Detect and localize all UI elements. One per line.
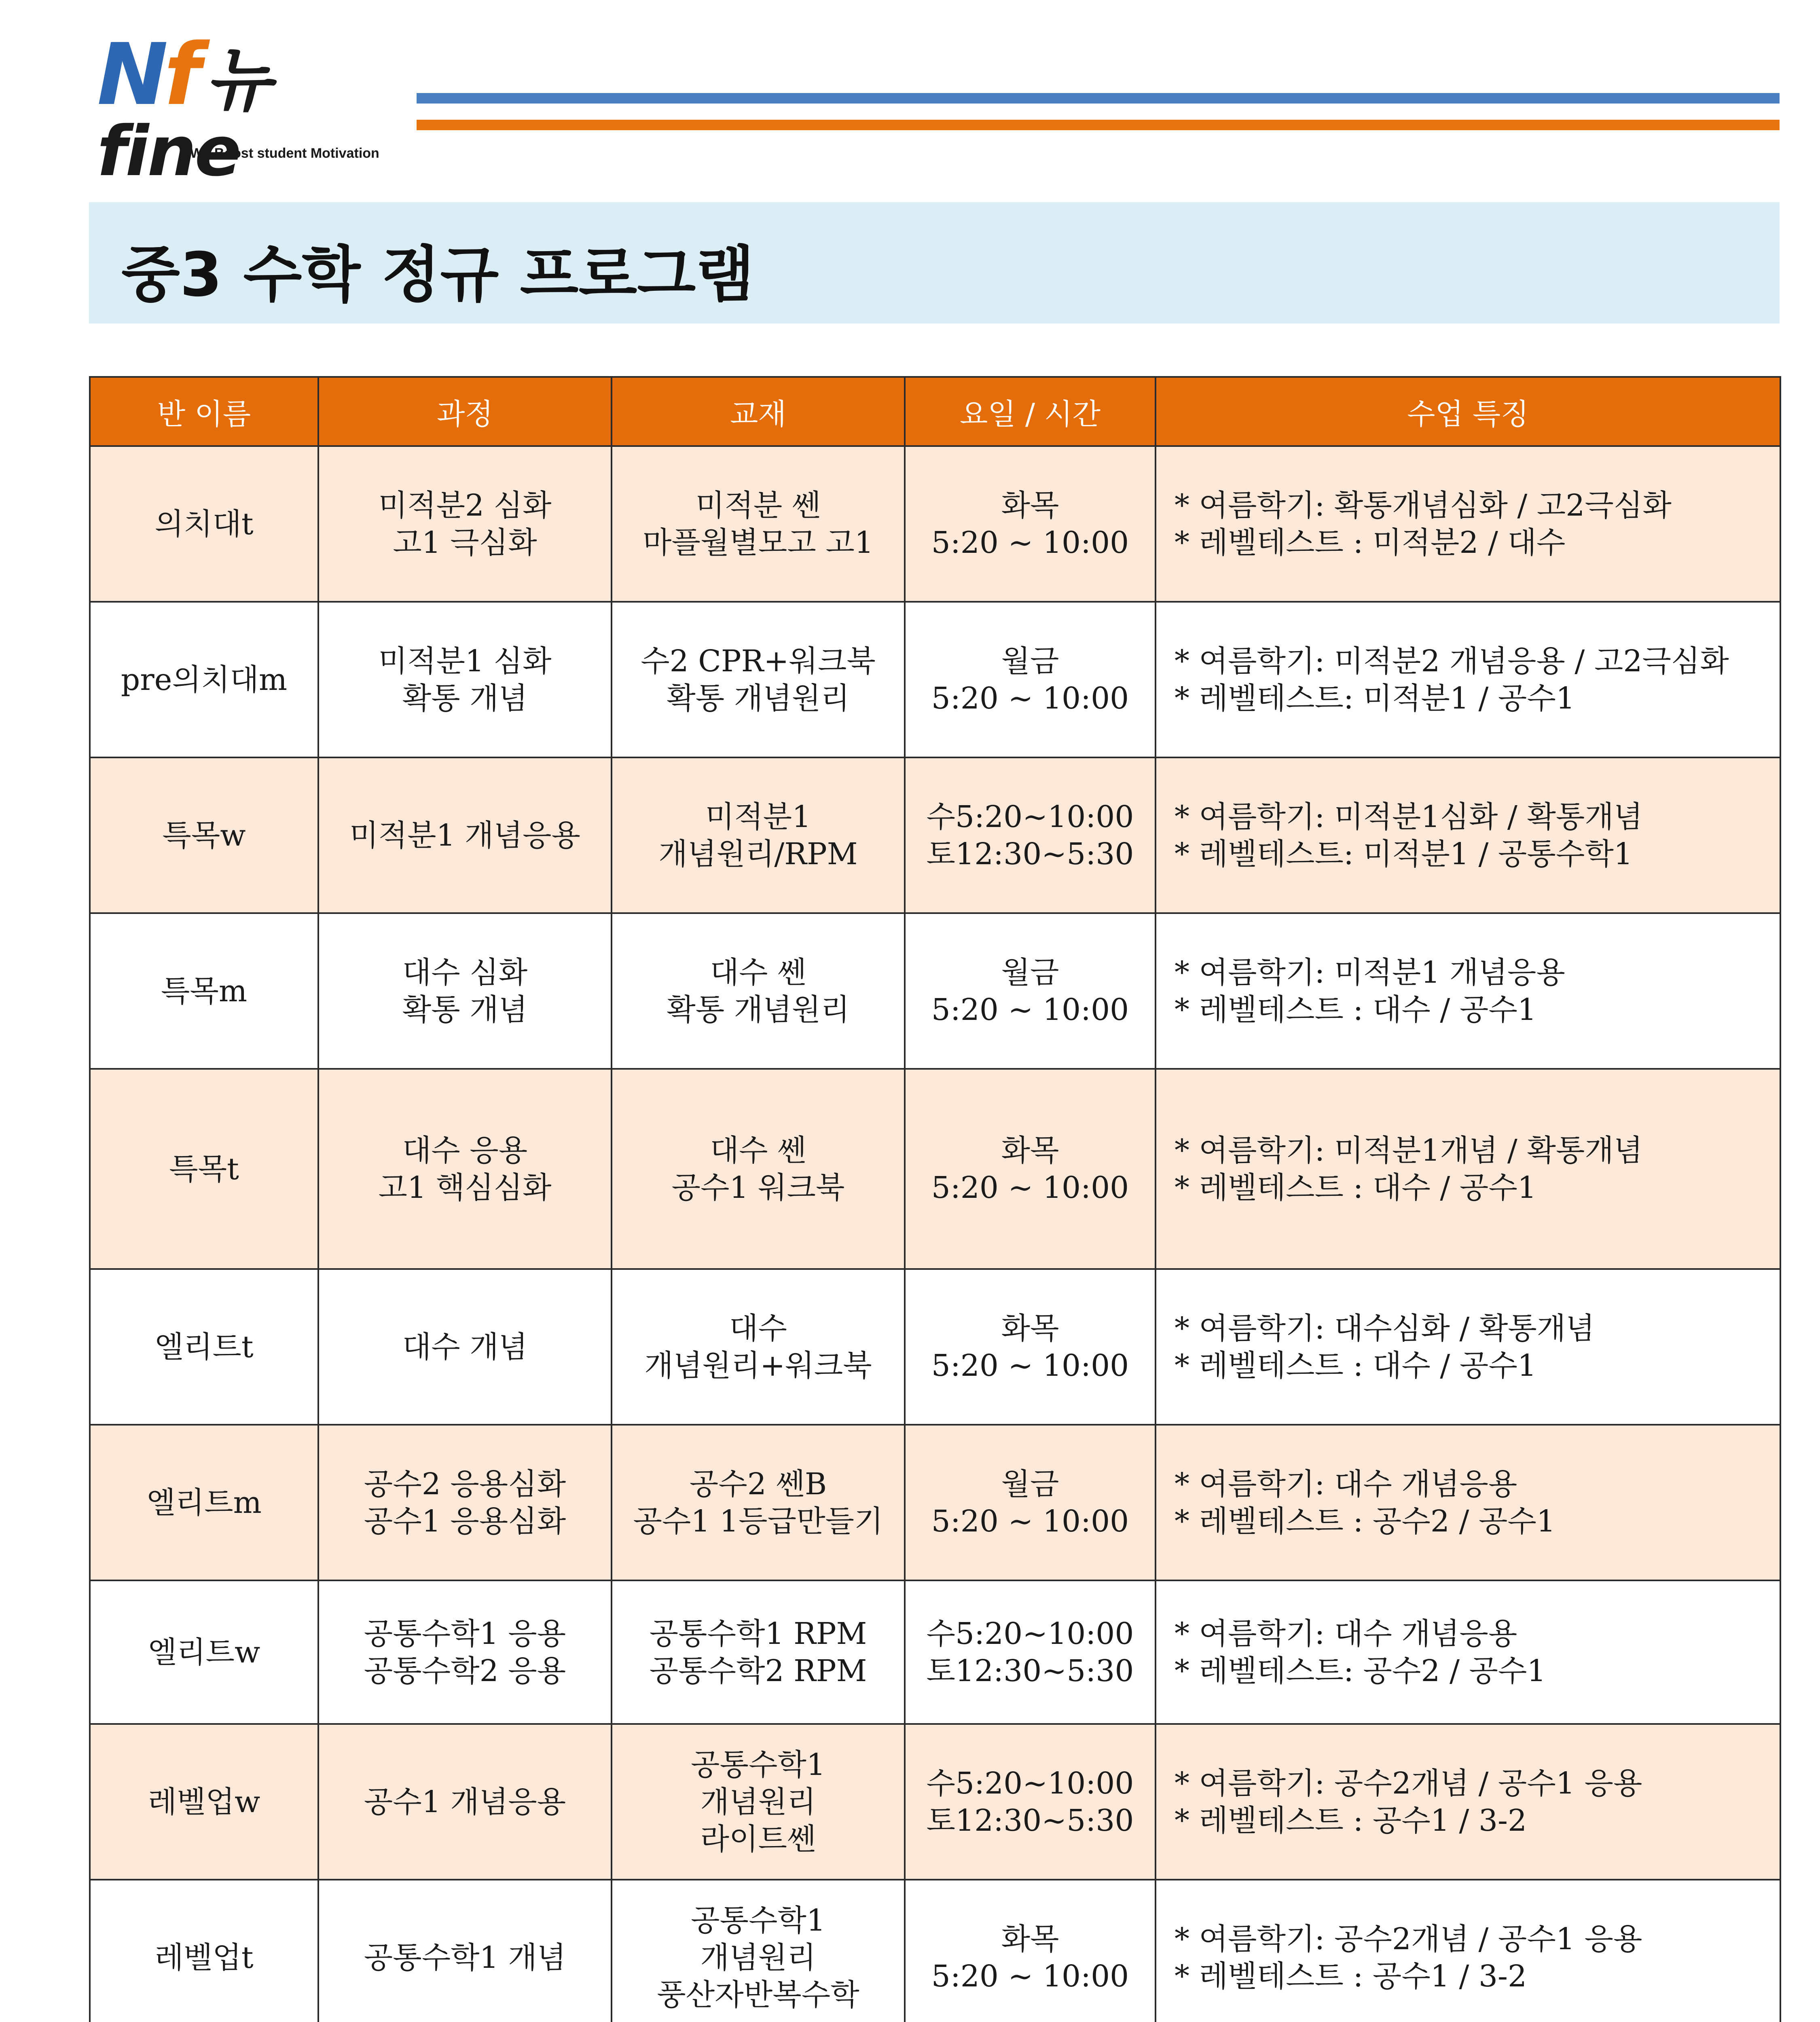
cell-textbook (612, 1069, 905, 1269)
cell-course-line: 미적분1 개념응용 (349, 818, 580, 853)
cell-textbook-line: 공수1 워크북 (671, 1170, 845, 1205)
cell-course-line: 공수1 개념응용 (364, 1784, 566, 1819)
cell-class-name (90, 446, 318, 602)
logo-mark-n: N (97, 25, 164, 124)
cell-textbook-line: 미적분 쎈 (695, 488, 821, 523)
cell-class-name (90, 602, 318, 757)
cell-schedule-line: 화목 (1001, 1133, 1059, 1168)
table-row (90, 913, 1780, 1069)
cell-features-line: * 여름학기: 확통개념심화 / 고2극심화 (1175, 488, 1672, 523)
header-course: 과정 (318, 377, 612, 446)
cell-features (1155, 757, 1780, 913)
cell-course (318, 1880, 612, 2022)
cell-schedule-line: 수5:20~10:00 (926, 799, 1134, 834)
cell-class-name-text: 특목w (162, 818, 246, 853)
logo-mark (97, 25, 197, 124)
cell-schedule-line: 5:20 ~ 10:00 (931, 1959, 1129, 1994)
cell-features-line: * 레벨테스트 : 대수 / 공수1 (1175, 1170, 1536, 1205)
cell-course (318, 602, 612, 757)
cell-schedule (905, 1425, 1155, 1580)
cell-class-name-text: 특목m (161, 973, 248, 1009)
cell-features-line: * 여름학기: 공수2개념 / 공수1 응용 (1175, 1766, 1642, 1801)
cell-textbook-line: 공통수학1 RPM (649, 1616, 867, 1651)
cell-textbook-line: 공통수학2 RPM (649, 1653, 867, 1688)
cell-schedule-line: 수5:20~10:00 (926, 1766, 1134, 1801)
cell-features-line: * 여름학기: 대수 개념응용 (1175, 1616, 1517, 1651)
cell-class-name (90, 1269, 318, 1425)
cell-class-name (90, 757, 318, 913)
cell-features-line: * 여름학기: 대수심화 / 확통개념 (1175, 1311, 1595, 1346)
cell-course (318, 1724, 612, 1880)
table-header-row (90, 377, 1780, 446)
cell-course (318, 1580, 612, 1724)
cell-class-name-text: pre의치대m (121, 662, 288, 697)
cell-features-line: * 레벨테스트: 공수2 / 공수1 (1175, 1653, 1546, 1688)
header-schedule: 요일 / 시간 (905, 377, 1155, 446)
cell-course-line: 공수2 응용심화 (364, 1466, 566, 1502)
table-body (90, 446, 1780, 2022)
cell-course-line: 공통수학1 개념 (364, 1940, 566, 1975)
cell-course-line: 대수 개념 (402, 1329, 528, 1364)
cell-features-line: * 여름학기: 미적분1심화 / 확통개념 (1175, 799, 1643, 834)
table-row (90, 446, 1780, 602)
cell-course (318, 1425, 612, 1580)
cell-textbook-line: 수2 CPR+워크북 (641, 643, 876, 679)
cell-features (1155, 913, 1780, 1069)
cell-course-line: 공통수학2 응용 (364, 1653, 566, 1688)
cell-textbook (612, 446, 905, 602)
cell-class-name (90, 1580, 318, 1724)
table-row (90, 1069, 1780, 1269)
cell-schedule-line: 월금 (1001, 955, 1059, 990)
cell-features-line: * 레벨테스트 : 대수 / 공수1 (1175, 992, 1536, 1027)
cell-course (318, 1269, 612, 1425)
cell-features-line: * 레벨테스트: 미적분1 / 공통수학1 (1175, 836, 1633, 871)
cell-course-line: 고1 핵심심화 (378, 1170, 552, 1205)
cell-schedule-line: 5:20 ~ 10:00 (931, 992, 1129, 1027)
cell-features (1155, 1069, 1780, 1269)
cell-textbook-line: 개념원리/RPM (658, 836, 858, 871)
cell-schedule-line: 수5:20~10:00 (926, 1616, 1134, 1651)
cell-features-line: * 레벨테스트 : 미적분2 / 대수 (1175, 525, 1566, 560)
cell-class-name-text: 레벨업t (154, 1940, 254, 1975)
cell-class-name (90, 1880, 318, 2022)
cell-textbook-line: 풍산자반복수학 (657, 1977, 859, 2012)
cell-schedule (905, 1880, 1155, 2022)
cell-class-name-text: 특목t (169, 1151, 239, 1187)
cell-textbook-line: 공수1 1등급만들기 (633, 1504, 883, 1539)
cell-schedule (905, 757, 1155, 913)
cell-features-line: * 여름학기: 미적분2 개념응용 / 고2극심화 (1175, 643, 1729, 679)
cell-textbook-line: 확통 개념원리 (667, 992, 850, 1027)
cell-features (1155, 1724, 1780, 1880)
cell-course-line: 고1 극심화 (393, 525, 537, 560)
header-textbook: 교재 (612, 377, 905, 446)
cell-features (1155, 1880, 1780, 2022)
cell-textbook-line: 마플월별모고 고1 (643, 525, 874, 560)
cell-schedule (905, 1580, 1155, 1724)
cell-textbook (612, 602, 905, 757)
cell-textbook-line: 미적분1 (705, 799, 811, 834)
cell-features-line: * 레벨테스트: 미적분1 / 공수1 (1175, 681, 1575, 716)
cell-course (318, 446, 612, 602)
cell-features (1155, 1269, 1780, 1425)
cell-textbook-line: 개념원리 (700, 1784, 816, 1819)
cell-course (318, 757, 612, 913)
cell-course-line: 대수 심화 (402, 955, 528, 990)
cell-features-line: * 여름학기: 공수2개념 / 공수1 응용 (1175, 1921, 1642, 1956)
logo-mark-f: f (164, 25, 197, 124)
cell-schedule-line: 5:20 ~ 10:00 (931, 1348, 1129, 1383)
cell-class-name (90, 1069, 318, 1269)
cell-features (1155, 1425, 1780, 1580)
table-row (90, 1269, 1780, 1425)
cell-schedule (905, 1069, 1155, 1269)
cell-features (1155, 1580, 1780, 1724)
cell-schedule-line: 토12:30~5:30 (926, 836, 1134, 871)
cell-schedule (905, 1269, 1155, 1425)
header-class-name: 반 이름 (90, 377, 318, 446)
cell-features-line: * 여름학기: 대수 개념응용 (1175, 1466, 1517, 1502)
cell-course (318, 1069, 612, 1269)
cell-features-line: * 여름학기: 미적분1개념 / 확통개념 (1175, 1133, 1643, 1168)
cell-schedule-line: 화목 (1001, 1311, 1059, 1346)
cell-class-name (90, 1724, 318, 1880)
cell-features-line: * 레벨테스트 : 공수2 / 공수1 (1175, 1504, 1555, 1539)
cell-schedule-line: 월금 (1001, 1466, 1059, 1502)
cell-features-line: * 레벨테스트 : 공수1 / 3-2 (1175, 1803, 1527, 1838)
cell-textbook-line: 대수 쎈 (710, 1133, 806, 1168)
cell-class-name-text: 레벨업w (148, 1784, 260, 1819)
cell-textbook-line: 대수 쎈 (710, 955, 806, 990)
cell-textbook-line: 공수2 쎈B (689, 1466, 827, 1502)
cell-schedule-line: 토12:30~5:30 (926, 1653, 1134, 1688)
cell-schedule (905, 1724, 1155, 1880)
cell-course-line: 미적분1 심화 (378, 643, 552, 679)
cell-schedule-line: 5:20 ~ 10:00 (931, 525, 1129, 560)
logo-tagline: We Boost student Motivation (190, 146, 379, 161)
cell-textbook-line: 대수 (729, 1311, 787, 1346)
cell-course (318, 913, 612, 1069)
cell-class-name-text: 엘리트w (148, 1635, 260, 1670)
cell-features (1155, 446, 1780, 602)
cell-course-line: 미적분2 심화 (378, 488, 552, 523)
cell-course-line: 확통 개념 (402, 681, 528, 716)
cell-class-name-text: 의치대t (154, 506, 254, 541)
cell-schedule-line: 화목 (1001, 1921, 1059, 1956)
cell-course-line: 확통 개념 (402, 992, 528, 1027)
cell-textbook (612, 1724, 905, 1880)
cell-textbook-line: 개념원리+워크북 (644, 1348, 872, 1383)
cell-features-line: * 레벨테스트 : 공수1 / 3-2 (1175, 1959, 1527, 1994)
cell-class-name (90, 1425, 318, 1580)
table-row (90, 602, 1780, 757)
cell-schedule-line: 5:20 ~ 10:00 (931, 681, 1129, 716)
cell-textbook (612, 1880, 905, 2022)
cell-features (1155, 602, 1780, 757)
cell-schedule-line: 5:20 ~ 10:00 (931, 1504, 1129, 1539)
cell-textbook-line: 확통 개념원리 (667, 681, 850, 716)
cell-class-name-text: 엘리트m (146, 1485, 262, 1520)
table-row (90, 1724, 1780, 1880)
cell-textbook (612, 757, 905, 913)
cell-textbook-line: 라이트쎈 (700, 1821, 816, 1857)
cell-schedule-line: 화목 (1001, 488, 1059, 523)
cell-textbook (612, 1425, 905, 1580)
cell-course-line: 공통수학1 응용 (364, 1616, 566, 1651)
cell-textbook (612, 1580, 905, 1724)
cell-schedule (905, 446, 1155, 602)
cell-textbook (612, 1269, 905, 1425)
cell-schedule-line: 토12:30~5:30 (926, 1803, 1134, 1838)
logo-name: 뉴fine (97, 40, 270, 192)
cell-textbook (612, 913, 905, 1069)
cell-textbook-line: 공통수학1 (690, 1747, 826, 1782)
cell-schedule (905, 602, 1155, 757)
cell-schedule-line: 5:20 ~ 10:00 (931, 1170, 1129, 1205)
schedule-table (89, 376, 1781, 2022)
title-bar (89, 202, 1780, 324)
cell-schedule (905, 913, 1155, 1069)
cell-features-line: * 여름학기: 미적분1 개념응용 (1175, 955, 1565, 990)
cell-textbook-line: 공통수학1 (690, 1903, 826, 1938)
cell-course-line: 대수 응용 (402, 1133, 528, 1168)
cell-textbook-line: 개념원리 (700, 1940, 816, 1975)
cell-course-line: 공수1 응용심화 (364, 1504, 566, 1539)
page-title: 중3 수학 정규 프로그램 (121, 240, 755, 310)
table-row (90, 1580, 1780, 1724)
table-row (90, 757, 1780, 913)
cell-features-line: * 레벨테스트 : 대수 / 공수1 (1175, 1348, 1536, 1383)
cell-class-name (90, 913, 318, 1069)
cell-class-name-text: 엘리트t (154, 1329, 254, 1364)
header-features: 수업 특징 (1155, 377, 1780, 446)
header-line-orange (417, 120, 1780, 130)
academy-logo (97, 25, 388, 192)
table-row (90, 1425, 1780, 1580)
table-row (90, 1880, 1780, 2022)
cell-schedule-line: 월금 (1001, 643, 1059, 679)
header-line-blue (417, 93, 1780, 104)
logo-wordmark (97, 25, 388, 192)
